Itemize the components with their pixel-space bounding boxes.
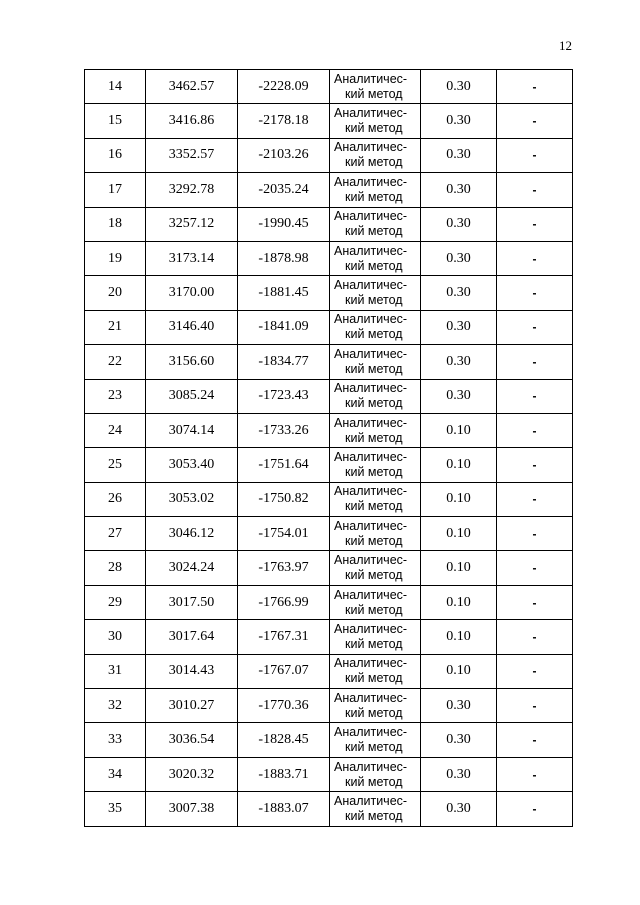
note-cell: - [497,585,573,619]
table-row [85,757,573,791]
point-number-cell: 15 [85,104,146,138]
method-line-1: Аналитичес- [334,759,408,774]
method-line-1: Аналитичес- [334,312,408,327]
point-number-cell: 35 [85,792,146,826]
method-line-1: Аналитичес- [334,209,408,224]
accuracy-cell: 0.10 [421,551,497,585]
method-line-1: Аналитичес- [334,278,408,293]
method-cell [330,345,421,379]
method-line-2: кий метод [345,568,403,583]
method-cell [330,551,421,585]
method-cell [330,585,421,619]
point-number-cell: 28 [85,551,146,585]
x-coordinate-cell: 3257.12 [146,207,238,241]
note-cell: - [497,689,573,723]
method-cell [330,207,421,241]
method-cell [330,654,421,688]
x-coordinate-cell: 3036.54 [146,723,238,757]
table-row [85,173,573,207]
method-line-2: кий метод [345,464,403,479]
accuracy-cell: 0.30 [421,207,497,241]
table-row [85,345,573,379]
accuracy-cell: 0.30 [421,104,497,138]
method-line-1: Аналитичес- [334,518,408,533]
method-line-2: кий метод [345,189,403,204]
point-number-cell: 14 [85,70,146,104]
y-coordinate-cell: -1750.82 [238,482,330,516]
method-line-2: кий метод [345,361,403,376]
accuracy-cell: 0.10 [421,517,497,551]
accuracy-cell: 0.30 [421,138,497,172]
method-line-1: Аналитичес- [334,243,408,258]
y-coordinate-cell: -1754.01 [238,517,330,551]
method-line-2: кий метод [345,671,403,686]
accuracy-cell: 0.30 [421,379,497,413]
method-cell [330,241,421,275]
point-number-cell: 22 [85,345,146,379]
table-row [85,276,573,310]
y-coordinate-cell: -1828.45 [238,723,330,757]
accuracy-cell: 0.30 [421,241,497,275]
method-line-2: кий метод [345,705,403,720]
note-cell: - [497,482,573,516]
x-coordinate-cell: 3053.40 [146,448,238,482]
accuracy-cell: 0.10 [421,413,497,447]
accuracy-cell: 0.30 [421,310,497,344]
method-line-1: Аналитичес- [334,621,408,636]
point-number-cell: 30 [85,620,146,654]
method-line-1: Аналитичес- [334,484,408,499]
y-coordinate-cell: -2103.26 [238,138,330,172]
method-line-2: кий метод [345,533,403,548]
table-body [85,70,573,827]
y-coordinate-cell: -1766.99 [238,585,330,619]
y-coordinate-cell: -1767.07 [238,654,330,688]
x-coordinate-cell: 3017.50 [146,585,238,619]
method-line-2: кий метод [345,740,403,755]
accuracy-cell: 0.10 [421,620,497,654]
y-coordinate-cell: -1878.98 [238,241,330,275]
method-cell [330,379,421,413]
point-number-cell: 21 [85,310,146,344]
x-coordinate-cell: 3462.57 [146,70,238,104]
method-line-2: кий метод [345,808,403,823]
note-cell: - [497,345,573,379]
method-line-2: кий метод [345,396,403,411]
note-cell: - [497,173,573,207]
accuracy-cell: 0.30 [421,276,497,310]
method-line-1: Аналитичес- [334,690,408,705]
method-line-2: кий метод [345,121,403,136]
y-coordinate-cell: -1767.31 [238,620,330,654]
x-coordinate-cell: 3046.12 [146,517,238,551]
note-cell: - [497,792,573,826]
point-number-cell: 17 [85,173,146,207]
page-number: 12 [559,38,572,53]
accuracy-cell: 0.30 [421,173,497,207]
note-cell: - [497,654,573,688]
note-cell: - [497,723,573,757]
method-cell [330,310,421,344]
table-row [85,517,573,551]
point-number-cell: 16 [85,138,146,172]
x-coordinate-cell: 3170.00 [146,276,238,310]
x-coordinate-cell: 3010.27 [146,689,238,723]
note-cell: - [497,757,573,791]
table-row [85,689,573,723]
point-number-cell: 34 [85,757,146,791]
x-coordinate-cell: 3007.38 [146,792,238,826]
method-cell [330,757,421,791]
accuracy-cell: 0.30 [421,689,497,723]
method-cell [330,448,421,482]
method-cell [330,517,421,551]
x-coordinate-cell: 3173.14 [146,241,238,275]
y-coordinate-cell: -1763.97 [238,551,330,585]
point-number-cell: 29 [85,585,146,619]
y-coordinate-cell: -1733.26 [238,413,330,447]
method-line-2: кий метод [345,155,403,170]
y-coordinate-cell: -1883.71 [238,757,330,791]
x-coordinate-cell: 3085.24 [146,379,238,413]
point-number-cell: 23 [85,379,146,413]
method-line-1: Аналитичес- [334,140,408,155]
y-coordinate-cell: -1723.43 [238,379,330,413]
table-row [85,551,573,585]
method-line-2: кий метод [345,602,403,617]
method-line-1: Аналитичес- [334,71,408,86]
y-coordinate-cell: -1751.64 [238,448,330,482]
table-row [85,413,573,447]
accuracy-cell: 0.10 [421,448,497,482]
y-coordinate-cell: -1841.09 [238,310,330,344]
x-coordinate-cell: 3024.24 [146,551,238,585]
table-row [85,207,573,241]
y-coordinate-cell: -1881.45 [238,276,330,310]
method-line-1: Аналитичес- [334,725,408,740]
accuracy-cell: 0.10 [421,585,497,619]
point-number-cell: 31 [85,654,146,688]
note-cell: - [497,207,573,241]
method-line-1: Аналитичес- [334,106,408,121]
method-line-2: кий метод [345,327,403,342]
note-cell: - [497,448,573,482]
method-line-1: Аналитичес- [334,381,408,396]
y-coordinate-cell: -1834.77 [238,345,330,379]
method-cell [330,173,421,207]
method-line-2: кий метод [345,293,403,308]
note-cell: - [497,104,573,138]
table-row [85,792,573,826]
note-cell: - [497,276,573,310]
x-coordinate-cell: 3292.78 [146,173,238,207]
point-number-cell: 19 [85,241,146,275]
method-cell [330,70,421,104]
method-line-1: Аналитичес- [334,449,408,464]
table-row [85,482,573,516]
y-coordinate-cell: -1883.07 [238,792,330,826]
x-coordinate-cell: 3352.57 [146,138,238,172]
method-line-2: кий метод [345,224,403,239]
point-number-cell: 25 [85,448,146,482]
method-cell [330,138,421,172]
method-line-1: Аналитичес- [334,415,408,430]
x-coordinate-cell: 3020.32 [146,757,238,791]
method-cell [330,104,421,138]
table-row [85,310,573,344]
x-coordinate-cell: 3014.43 [146,654,238,688]
note-cell: - [497,517,573,551]
point-number-cell: 27 [85,517,146,551]
table-row [85,138,573,172]
accuracy-cell: 0.30 [421,70,497,104]
point-number-cell: 32 [85,689,146,723]
table-row [85,448,573,482]
note-cell: - [497,138,573,172]
table-row [85,104,573,138]
note-cell: - [497,241,573,275]
note-cell: - [497,620,573,654]
y-coordinate-cell: -1990.45 [238,207,330,241]
point-number-cell: 26 [85,482,146,516]
table-row [85,654,573,688]
y-coordinate-cell: -2228.09 [238,70,330,104]
method-cell [330,723,421,757]
method-line-2: кий метод [345,430,403,445]
note-cell: - [497,379,573,413]
method-cell [330,413,421,447]
method-line-2: кий метод [345,499,403,514]
method-line-2: кий метод [345,636,403,651]
accuracy-cell: 0.30 [421,792,497,826]
method-cell [330,276,421,310]
y-coordinate-cell: -2178.18 [238,104,330,138]
accuracy-cell: 0.10 [421,482,497,516]
method-cell [330,482,421,516]
point-number-cell: 18 [85,207,146,241]
x-coordinate-cell: 3416.86 [146,104,238,138]
note-cell: - [497,310,573,344]
method-line-1: Аналитичес- [334,587,408,602]
x-coordinate-cell: 3017.64 [146,620,238,654]
point-number-cell: 20 [85,276,146,310]
x-coordinate-cell: 3156.60 [146,345,238,379]
note-cell: - [497,413,573,447]
accuracy-cell: 0.30 [421,723,497,757]
y-coordinate-cell: -2035.24 [238,173,330,207]
method-line-1: Аналитичес- [334,793,408,808]
method-cell [330,620,421,654]
x-coordinate-cell: 3146.40 [146,310,238,344]
method-line-2: кий метод [345,86,403,101]
table-row [85,723,573,757]
y-coordinate-cell: -1770.36 [238,689,330,723]
method-line-2: кий метод [345,774,403,789]
x-coordinate-cell: 3074.14 [146,413,238,447]
table-row [85,379,573,413]
table-row [85,241,573,275]
x-coordinate-cell: 3053.02 [146,482,238,516]
accuracy-cell: 0.30 [421,757,497,791]
table-row [85,620,573,654]
coordinates-table [84,69,573,827]
point-number-cell: 33 [85,723,146,757]
accuracy-cell: 0.10 [421,654,497,688]
method-line-2: кий метод [345,258,403,273]
table-row [85,585,573,619]
method-cell [330,689,421,723]
accuracy-cell: 0.30 [421,345,497,379]
note-cell: - [497,551,573,585]
method-line-1: Аналитичес- [334,174,408,189]
method-line-1: Аналитичес- [334,656,408,671]
method-cell [330,792,421,826]
table-row [85,70,573,104]
note-cell: - [497,70,573,104]
point-number-cell: 24 [85,413,146,447]
method-line-1: Аналитичес- [334,346,408,361]
method-line-1: Аналитичес- [334,553,408,568]
